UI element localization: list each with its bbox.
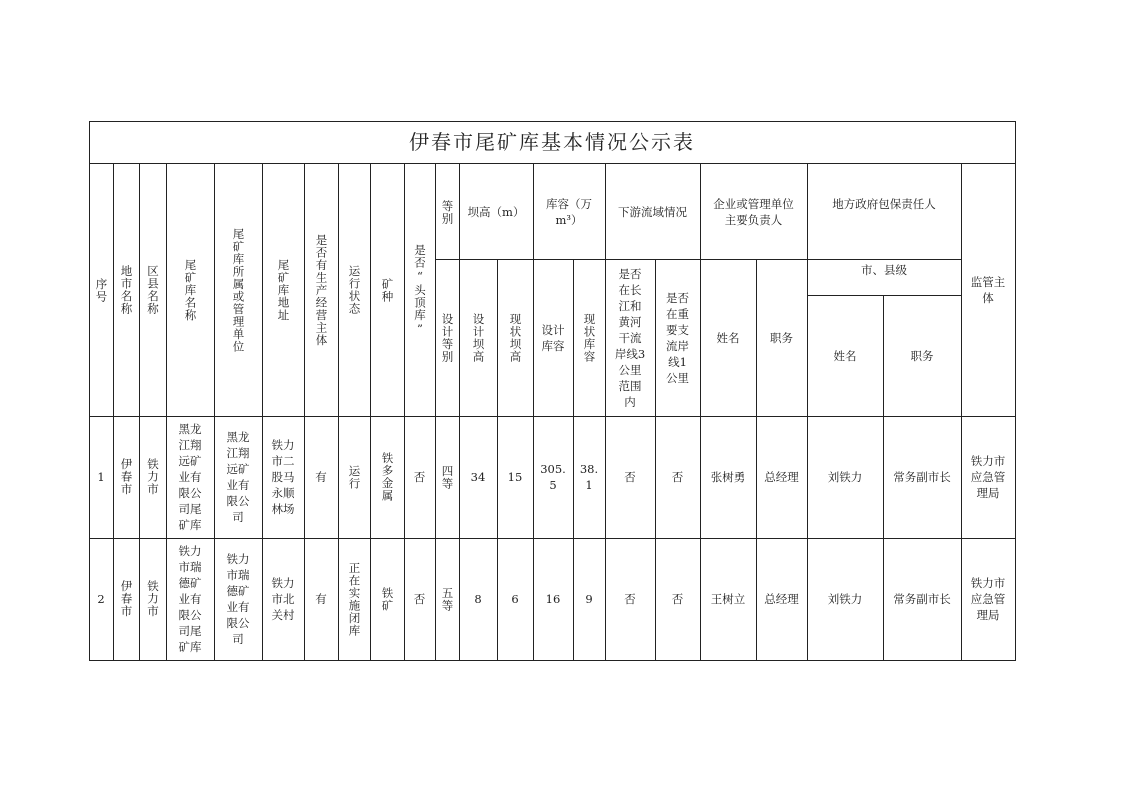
- grid-line: [262, 163, 263, 660]
- grid-line: [139, 163, 140, 660]
- row1-tailings-name: 黑龙江翔远矿业有限公司尾矿库: [178, 422, 202, 532]
- header-yangtze-yellow: 是否在长江和黄河干流岸线3公里范围内: [614, 267, 646, 409]
- row1-important-tributary: 否: [671, 470, 684, 484]
- header-gov-title: 职务: [910, 349, 934, 363]
- grid-line: [605, 163, 606, 660]
- row2-supervisor: 铁力市应急管理局: [970, 576, 1006, 622]
- row1-city: 伊春市: [119, 458, 134, 496]
- grid-line: [89, 538, 1016, 539]
- table-title: 伊春市尾矿库基本情况公示表: [409, 130, 695, 154]
- header-has-operator: 是否有生产经营主体: [314, 233, 329, 347]
- row2-is-head-top: 否: [413, 592, 426, 606]
- row1-owner-unit: 黑龙江翔远矿业有限公司: [226, 430, 250, 524]
- header-enterprise-group: 企业或管理单位主要负责人: [713, 197, 794, 227]
- header-supervisor: 监管主体: [970, 275, 1006, 305]
- row2-design-capacity: 16: [545, 592, 561, 606]
- row2-current-dam-height: 6: [511, 592, 519, 606]
- grid-line: [807, 295, 961, 296]
- row1-ent-name: 张树勇: [710, 470, 746, 484]
- grid-line: [214, 163, 215, 660]
- header-is-head-top: 是否“头顶库”: [413, 243, 427, 337]
- grid-line: [89, 163, 1016, 164]
- row2-status: 正在实施闭库: [347, 561, 362, 637]
- header-ent-title: 职务: [770, 331, 793, 345]
- grid-line: [807, 259, 961, 260]
- row2-mineral: 铁矿: [380, 586, 395, 612]
- header-seq: 序号: [94, 277, 109, 303]
- row1-yangtze-yellow: 否: [624, 470, 636, 484]
- row2-current-capacity: 9: [585, 592, 593, 606]
- grid-line: [166, 163, 167, 660]
- grid-line: [435, 259, 807, 260]
- row2-gov-title: 常务副市长: [893, 592, 951, 606]
- row2-design-dam-height: 8: [474, 592, 482, 606]
- row1-address: 铁力市二股马永顺林场: [271, 438, 295, 516]
- row1-gov-title: 常务副市长: [893, 470, 951, 484]
- row1-design-capacity: 305.5: [540, 462, 566, 492]
- row2-city: 伊春市: [119, 580, 134, 618]
- row1-design-dam-height: 34: [470, 470, 486, 484]
- grid-line: [573, 259, 574, 660]
- row1-current-capacity: 38.1: [579, 462, 599, 492]
- header-design-dam-height: 设计坝高: [471, 313, 486, 363]
- grid-line: [961, 163, 962, 660]
- grid-line: [655, 259, 656, 660]
- header-important-tributary: 是否在重要支流岸线1公里: [666, 291, 689, 385]
- header-tailings-name: 尾矿库名称: [183, 258, 198, 322]
- header-current-capacity: 现状库容: [582, 313, 597, 363]
- grid-line: [338, 163, 339, 660]
- row1-supervisor: 铁力市应急管理局: [970, 454, 1006, 500]
- grid-line: [304, 163, 305, 660]
- grid-line: [533, 163, 534, 660]
- row2-gov-name: 刘铁力: [827, 592, 863, 606]
- grid-line: [89, 416, 1016, 417]
- header-gov-level: 市、县级: [861, 263, 907, 277]
- row2-owner-unit: 铁力市瑞德矿业有限公司: [226, 552, 250, 646]
- row1-design-grade: 四等: [440, 464, 455, 490]
- header-downstream-group: 下游流域情况: [618, 205, 687, 219]
- grid-line: [807, 163, 808, 660]
- grid-line: [883, 295, 884, 660]
- row1-current-dam-height: 15: [507, 470, 523, 484]
- row2-seq: 2: [97, 592, 105, 606]
- grid-line: [497, 259, 498, 660]
- row2-address: 铁力市北关村: [271, 576, 295, 622]
- grid-line: [404, 163, 405, 660]
- header-owner-unit: 尾矿库所属或管理单位: [231, 227, 246, 353]
- header-county: 区县名称: [146, 265, 160, 315]
- header-ent-name: 姓名: [716, 331, 740, 345]
- row2-ent-name: 王树立: [710, 592, 746, 606]
- row2-design-grade: 五等: [440, 586, 455, 612]
- row2-county: 铁力市: [146, 580, 160, 618]
- grid-line: [700, 163, 701, 660]
- row1-county: 铁力市: [146, 458, 160, 496]
- row2-tailings-name: 铁力市瑞德矿业有限公司尾矿库: [178, 544, 202, 654]
- header-status: 运行状态: [347, 265, 362, 315]
- header-capacity-group: 库容（万m³）: [546, 197, 592, 227]
- row1-seq: 1: [97, 470, 105, 484]
- grid-line: [370, 163, 371, 660]
- row1-mineral: 铁多金属: [380, 452, 395, 502]
- grid-line: [756, 259, 757, 660]
- row1-ent-title: 总经理: [764, 470, 799, 484]
- row2-ent-title: 总经理: [764, 592, 799, 606]
- grid-line: [89, 121, 1016, 122]
- header-city: 地市名称: [119, 265, 134, 315]
- grid-line: [89, 121, 90, 661]
- header-design-grade: 设计等别: [440, 313, 455, 363]
- grid-line: [435, 163, 436, 660]
- row2-important-tributary: 否: [671, 592, 684, 606]
- row2-yangtze-yellow: 否: [624, 592, 636, 606]
- header-design-capacity: 设计库容: [541, 323, 565, 353]
- row2-has-operator: 有: [315, 592, 327, 606]
- grid-line: [459, 163, 460, 660]
- grid-line: [1015, 121, 1016, 661]
- row1-is-head-top: 否: [413, 470, 426, 484]
- grid-line: [113, 163, 114, 660]
- row1-has-operator: 有: [315, 470, 327, 484]
- header-gov-name: 姓名: [833, 349, 857, 363]
- header-mineral: 矿种: [380, 277, 395, 303]
- header-address: 尾矿库地址: [276, 258, 291, 322]
- header-gov-group: 地方政府包保责任人: [832, 197, 936, 211]
- grid-line: [89, 660, 1016, 661]
- header-grade-group: 等别: [440, 199, 455, 225]
- row1-status: 运行: [347, 464, 362, 490]
- header-current-dam-height: 现状坝高: [508, 313, 523, 363]
- row1-gov-name: 刘铁力: [827, 470, 863, 484]
- header-dam-height-group: 坝高（m）: [467, 205, 525, 219]
